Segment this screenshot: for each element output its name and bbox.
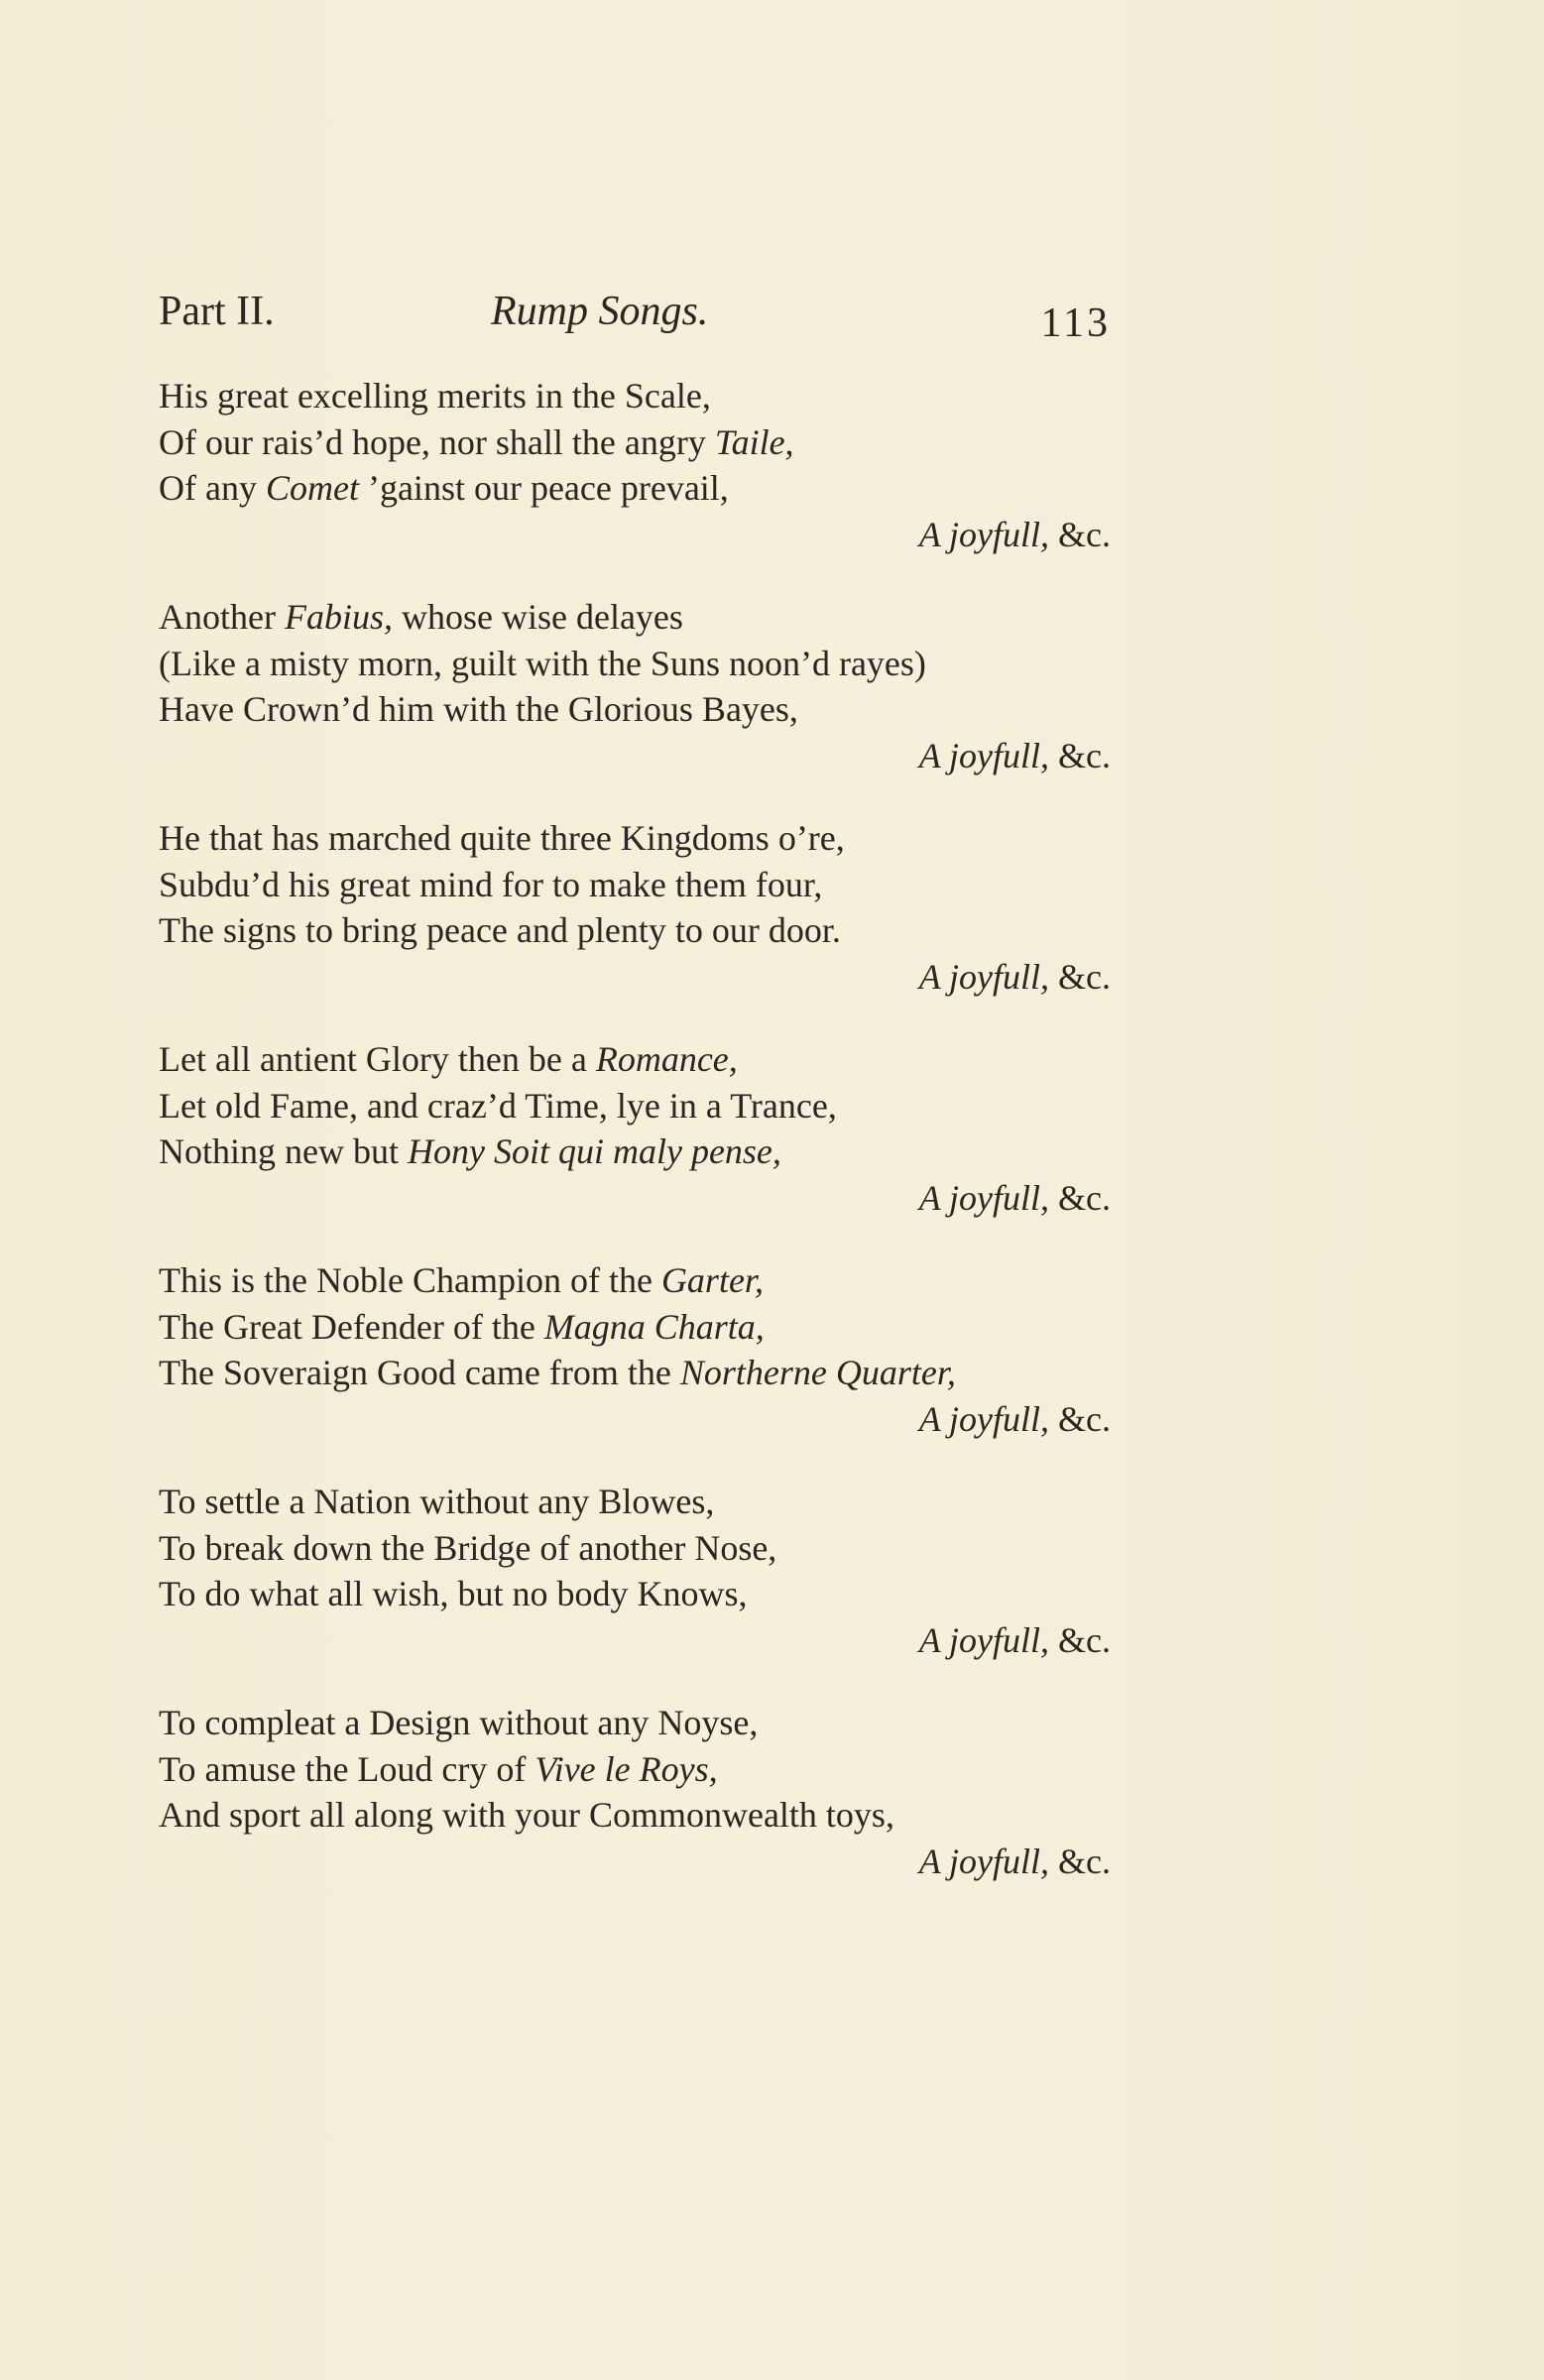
poem-body (159, 373, 1111, 1921)
verse-line (159, 815, 1111, 862)
refrain (159, 733, 1111, 779)
italic-text: Garter, (660, 1260, 764, 1300)
verse-text: ’gainst our peace prevail, (358, 468, 729, 508)
refrain (159, 1396, 1111, 1443)
refrain-etc: &c. (1049, 1177, 1111, 1218)
verse-text: Let all antient Glory then be a (159, 1039, 596, 1079)
refrain-italic: A joyfull, (918, 1841, 1050, 1881)
verse-text: (Like a misty morn, guilt with the Suns noon’d rayes) (159, 643, 926, 683)
italic-text: Hony Soit qui maly pense, (407, 1131, 781, 1171)
verse-line (159, 1700, 1111, 1746)
verse-text: Of any (159, 468, 266, 508)
verse-text: To do what all wish, but no body Knows, (159, 1574, 748, 1613)
verse-text: The Great Defender of the (159, 1306, 544, 1347)
refrain-etc: &c. (1049, 1619, 1111, 1660)
stanza (159, 594, 1111, 778)
verse-text: To break down the Bridge of another Nose, (159, 1527, 777, 1568)
stanza (159, 815, 1111, 1000)
verse-line (159, 1479, 1111, 1525)
verse-line (159, 907, 1111, 954)
running-title: Rump Songs. (491, 289, 709, 334)
verse-line (159, 1350, 1111, 1396)
stanza (159, 1700, 1111, 1884)
verse-line (159, 1304, 1111, 1351)
verse-line (159, 1571, 1111, 1617)
verse-text: And sport all along with your Commonwealth toys, (159, 1795, 894, 1835)
verse-line (159, 1083, 1111, 1130)
verse-text: Another (159, 597, 285, 637)
refrain-italic: A joyfull, (918, 1619, 1050, 1660)
italic-text: Northerne Quarter, (679, 1353, 956, 1392)
refrain-italic: A joyfull, (918, 1398, 1050, 1439)
refrain-italic: A joyfull, (918, 514, 1050, 554)
refrain (159, 512, 1111, 558)
page-number: 113 (1040, 300, 1111, 346)
part-label: Part II. (159, 289, 275, 334)
refrain-italic: A joyfull, (918, 735, 1050, 775)
italic-text: Taile, (714, 421, 794, 462)
italic-text: Comet (265, 468, 359, 508)
verse-text: This is the Noble Champion of the (159, 1260, 661, 1300)
verse-line (159, 641, 1111, 687)
verse-text: The Soveraign Good came from the (159, 1353, 680, 1392)
stanza (159, 1479, 1111, 1663)
verse-text: To compleat a Design without any Noyse, (159, 1703, 759, 1742)
refrain (159, 1839, 1111, 1885)
refrain (159, 954, 1111, 1001)
verse-text: Of our rais’d hope, nor shall the angry (159, 421, 715, 462)
verse-line (159, 1129, 1111, 1175)
stanza (159, 373, 1111, 557)
verse-line (159, 686, 1111, 733)
refrain-italic: A joyfull, (918, 1177, 1050, 1218)
verse-line (159, 1792, 1111, 1839)
verse-line (159, 419, 1111, 466)
verse-line (159, 1746, 1111, 1793)
italic-text: Romance, (595, 1039, 738, 1079)
verse-text: His great excelling merits in the Scale, (159, 376, 711, 416)
verse-line (159, 1036, 1111, 1083)
verse-text: Nothing new but (159, 1131, 408, 1171)
italic-text: Vive le Roys, (534, 1748, 718, 1789)
verse-text: Have Crown’d him with the Glorious Bayes, (159, 689, 798, 729)
stanza (159, 1257, 1111, 1442)
verse-text: Subdu’d his great mind for to make them four, (159, 864, 823, 904)
verse-text: He that has marched quite three Kingdoms o’re, (159, 818, 845, 858)
refrain-etc: &c. (1049, 735, 1111, 775)
verse-line (159, 1525, 1111, 1572)
refrain-etc: &c. (1049, 514, 1111, 554)
verse-line (159, 465, 1111, 512)
refrain-etc: &c. (1049, 956, 1111, 997)
refrain-italic: A joyfull, (918, 956, 1050, 997)
verse-text: The signs to bring peace and plenty to our door. (159, 910, 841, 950)
verse-text: To settle a Nation without any Blowes, (159, 1482, 715, 1521)
stanza (159, 1036, 1111, 1221)
verse-line (159, 594, 1111, 641)
refrain-etc: &c. (1049, 1398, 1111, 1439)
refrain (159, 1175, 1111, 1222)
verse-text: To amuse the Loud cry of (159, 1748, 535, 1789)
italic-text: Magna Charta, (543, 1306, 765, 1347)
verse-line (159, 862, 1111, 908)
verse-text: whose wise delayes (392, 597, 683, 637)
refrain-etc: &c. (1049, 1841, 1111, 1881)
verse-text: Let old Fame, and craz’d Time, lye in a Trance, (159, 1085, 837, 1126)
verse-line (159, 373, 1111, 419)
verse-line (159, 1257, 1111, 1304)
refrain (159, 1617, 1111, 1664)
italic-text: Fabius, (284, 597, 393, 637)
running-header (159, 288, 1111, 357)
